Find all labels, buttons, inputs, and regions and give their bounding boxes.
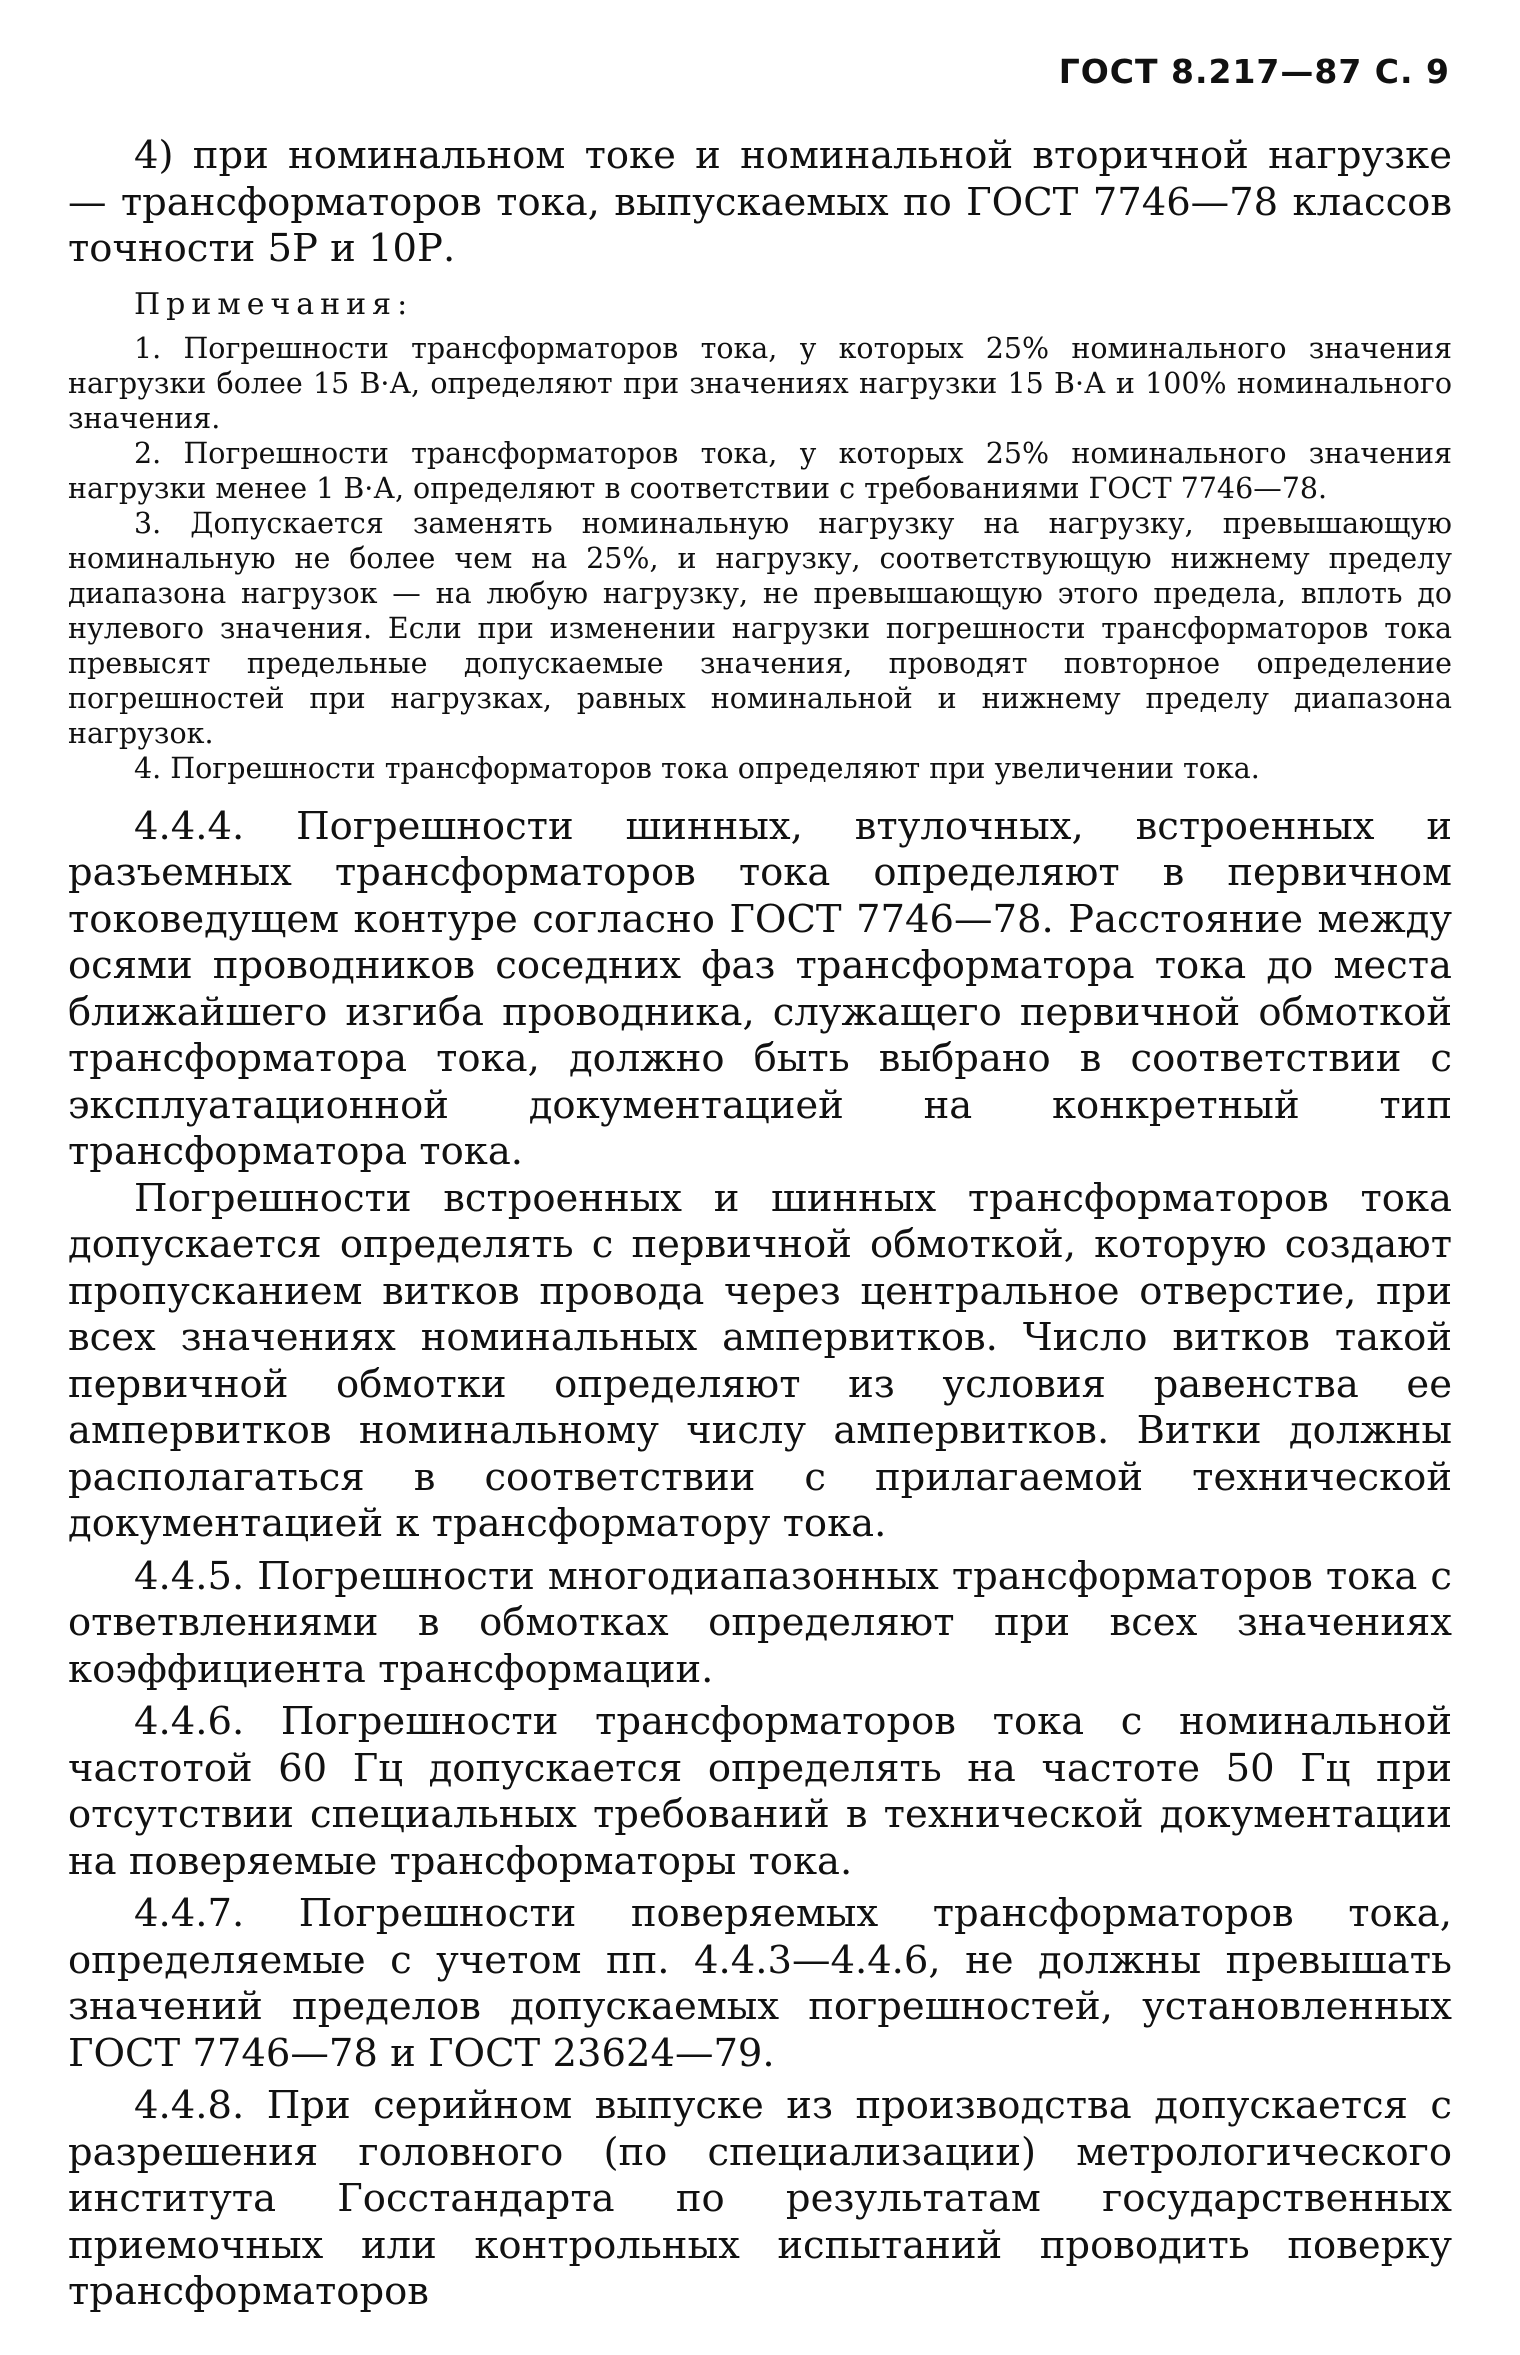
section-4-4-6: 4.4.6. Погрешности трансформаторов тока с номинальной частотой 60 Гц допускается определять на частоте 50 Гц при отсутствии специальных требований в технической документации на поверяемые трансформаторы тока. (68, 1699, 1452, 1884)
notes-block (68, 285, 1452, 786)
note-4: 4. Погрешности трансформаторов тока определяют при увеличении тока. (134, 751, 1260, 785)
section-4-4-4: 4.4.4. Погрешности шинных, втулочных, встроенных и разъемных трансформаторов тока определяют в первичном токоведущем контуре согласно ГОСТ 7746—78. Расстояние между осями проводников соседних фаз трансформатора тока до места ближайшего изгиба проводника, служащего первичной обмоткой трансформатора тока, должно быть выбрано в соответствии с эксплуатационной документацией на конкретный тип трансформатора тока. (68, 803, 1452, 1174)
note-3: 3. Допускается заменять номинальную нагрузку на нагрузку, превышающую номинальную не более чем на 25%, и нагрузку, соответствующую нижнему пределу диапазона нагрузок — на любую нагрузку, не превышающую этого предела, вплоть до нулевого значения. Если при изменении нагрузки погрешности трансформаторов тока превысят предельные допускаемые значения, проводят повторное определение погрешностей при нагрузках, равных номинальной и нижнему пределу диапазона нагрузок. (68, 506, 1452, 750)
running-header: ГОСТ 8.217—87 С. 9 (1058, 52, 1450, 91)
section-4-4-5: 4.4.5. Погрешности многодиапазонных трансформаторов тока с ответвлениями в обмотках определяют при всех значениях коэффициента трансформации. (68, 1553, 1452, 1692)
note-1: 1. Погрешности трансформаторов тока, у которых 25% номинального значения нагрузки более 15 В·А, определяют при значениях нагрузки 15 В·А и 100% номинального значения. (68, 331, 1452, 435)
notes-title: Примечания: (134, 286, 414, 322)
note-2: 2. Погрешности трансформаторов тока, у которых 25% номинального значения нагрузки менее 1 В·А, определяют в соответствии с требованиями ГОСТ 7746—78. (68, 436, 1452, 505)
intro-item-4: 4) при номинальном токе и номинальной вторичной нагрузке — трансформаторов тока, выпускаемых по ГОСТ 7746—78 классов точности 5Р и 10Р. (68, 133, 1452, 271)
section-4-4-8: 4.4.8. При серийном выпуске из производства допускается с разрешения головного (по специализации) метрологического института Госстандарта по результатам государственных приемочных или контрольных испытаний проводить поверку трансформаторов (68, 2083, 1452, 2314)
document-page (68, 52, 1452, 2316)
section-4-4-4-continued: Погрешности встроенных и шинных трансформаторов тока допускается определять с первичной обмоткой, которую создают пропусканием витков провода через центральное отверстие, при всех значениях номинальных ампервитков. Число витков такой первичной обмотки определяют из условия равенства ее ампервитков номинальному числу ампервитков. Витки должны располагаться в соответствии с прилагаемой технической документацией к трансформатору тока. (68, 1175, 1452, 1546)
section-4-4-7: 4.4.7. Погрешности поверяемых трансформаторов тока, определяемые с учетом пп. 4.4.3—4.4.6, не должны превышать значений пределов допускаемых погрешностей, установленных ГОСТ 7746—78 и ГОСТ 23624—79. (68, 1891, 1452, 2076)
